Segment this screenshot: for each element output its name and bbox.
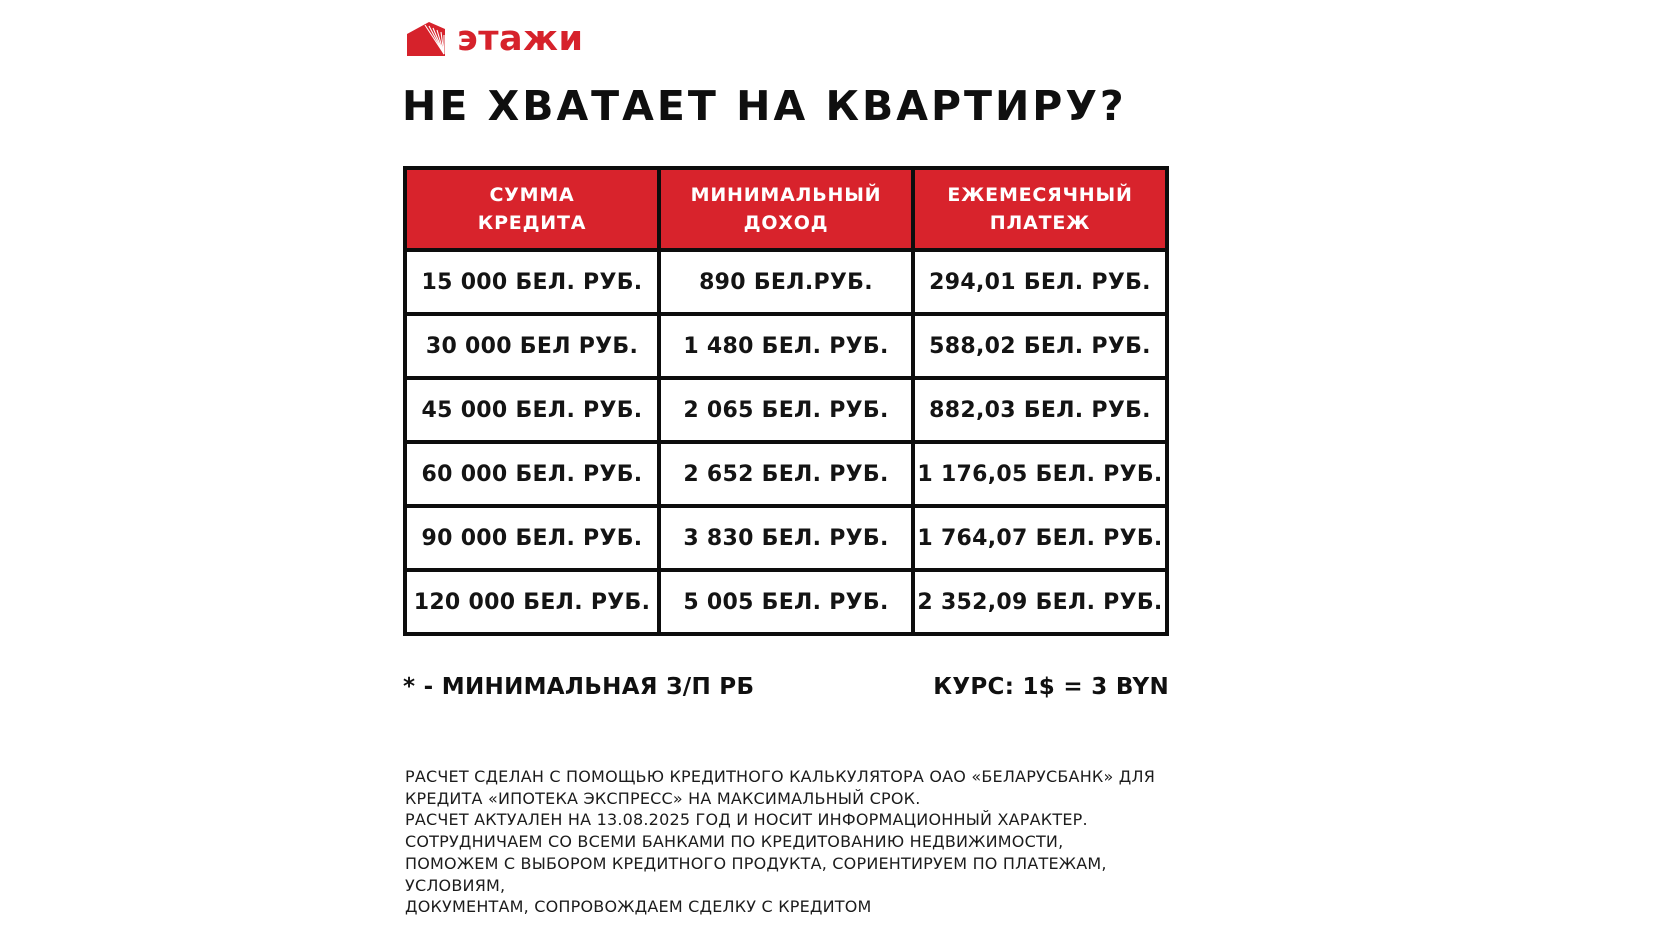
- monthly-payment-cell: 1 764,07 БЕЛ. РУБ.: [913, 506, 1167, 570]
- disclaimer-line: ПОМОЖЕМ С ВЫБОРОМ КРЕДИТНОГО ПРОДУКТА, СОРИЕНТИРУЕМ ПО ПЛАТЕЖАМ,: [405, 853, 1107, 873]
- disclaimer-line: РАСЧЕТ АКТУАЛЕН НА 13.08.2025 ГОД И НОСИТ ИНФОРМАЦИОННЫЙ ХАРАКТЕР.: [405, 810, 1088, 830]
- min-income-cell: 2 652 БЕЛ. РУБ.: [659, 442, 913, 506]
- disclaimer-line: ДОКУМЕНТАМ, СОПРОВОЖДАЕМ СДЕЛКУ С КРЕДИТОМ: [405, 897, 872, 917]
- header-line: ПЛАТЕЖ: [989, 212, 1091, 234]
- column-header-monthly-payment: [913, 168, 1167, 250]
- table-row: [405, 506, 1167, 570]
- monthly-payment-cell: 882,03 БЕЛ. РУБ.: [913, 378, 1167, 442]
- table-header-row: [405, 168, 1167, 250]
- monthly-payment-cell: 1 176,05 БЕЛ. РУБ.: [913, 442, 1167, 506]
- disclaimer-line: УСЛОВИЯМ,: [405, 875, 506, 895]
- header-line: ЕЖЕМЕСЯЧНЫЙ: [947, 183, 1133, 206]
- credit-sum-cell: 60 000 БЕЛ. РУБ.: [405, 442, 659, 506]
- table-row: [405, 442, 1167, 506]
- header-line: ДОХОД: [743, 212, 829, 234]
- header-line: КРЕДИТА: [477, 212, 587, 234]
- disclaimer-line: КРЕДИТА «ИПОТЕКА ЭКСПРЕСС» НА МАКСИМАЛЬНЫЙ СРОК.: [405, 788, 921, 808]
- footnotes-row: [403, 674, 1169, 700]
- column-header-min-income: [659, 168, 913, 250]
- credit-sum-cell: 90 000 БЕЛ. РУБ.: [405, 506, 659, 570]
- header-line: СУММА: [489, 183, 575, 206]
- table-row: [405, 250, 1167, 314]
- credit-sum-cell: 45 000 БЕЛ. РУБ.: [405, 378, 659, 442]
- table-row: [405, 378, 1167, 442]
- min-income-cell: 2 065 БЕЛ. РУБ.: [659, 378, 913, 442]
- monthly-payment-cell: 2 352,09 БЕЛ. РУБ.: [913, 570, 1167, 634]
- footnote-min-salary: * - МИНИМАЛЬНАЯ З/П РБ: [403, 674, 755, 700]
- brand-logo: [404, 20, 584, 58]
- column-header-credit-sum: [405, 168, 659, 250]
- credit-sum-cell: 30 000 БЕЛ РУБ.: [405, 314, 659, 378]
- header-line: МИНИМАЛЬНЫЙ: [690, 183, 882, 206]
- monthly-payment-cell: 294,01 БЕЛ. РУБ.: [913, 250, 1167, 314]
- house-roof-icon: [404, 20, 448, 58]
- table-row: [405, 314, 1167, 378]
- min-income-cell: 890 БЕЛ.РУБ.: [659, 250, 913, 314]
- min-income-cell: 5 005 БЕЛ. РУБ.: [659, 570, 913, 634]
- table-row: [405, 570, 1167, 634]
- page-title: НЕ ХВАТАЕТ НА КВАРТИРУ?: [402, 82, 1127, 130]
- min-income-cell: 1 480 БЕЛ. РУБ.: [659, 314, 913, 378]
- brand-name: этажи: [457, 18, 584, 59]
- disclaimer-line: СОТРУДНИЧАЕМ СО ВСЕМИ БАНКАМИ ПО КРЕДИТОВАНИЮ НЕДВИЖИМОСТИ,: [405, 832, 1064, 852]
- min-income-cell: 3 830 БЕЛ. РУБ.: [659, 506, 913, 570]
- footnote-exchange-rate: КУРС: 1$ = 3 BYN: [933, 674, 1169, 700]
- credit-sum-cell: 120 000 БЕЛ. РУБ.: [405, 570, 659, 634]
- disclaimer-line: РАСЧЕТ СДЕЛАН С ПОМОЩЬЮ КРЕДИТНОГО КАЛЬКУЛЯТОРА ОАО «БЕЛАРУСБАНК» ДЛЯ: [405, 767, 1156, 786]
- monthly-payment-cell: 588,02 БЕЛ. РУБ.: [913, 314, 1167, 378]
- credit-table: [403, 166, 1169, 636]
- credit-sum-cell: 15 000 БЕЛ. РУБ.: [405, 250, 659, 314]
- disclaimer-text: [405, 766, 1205, 918]
